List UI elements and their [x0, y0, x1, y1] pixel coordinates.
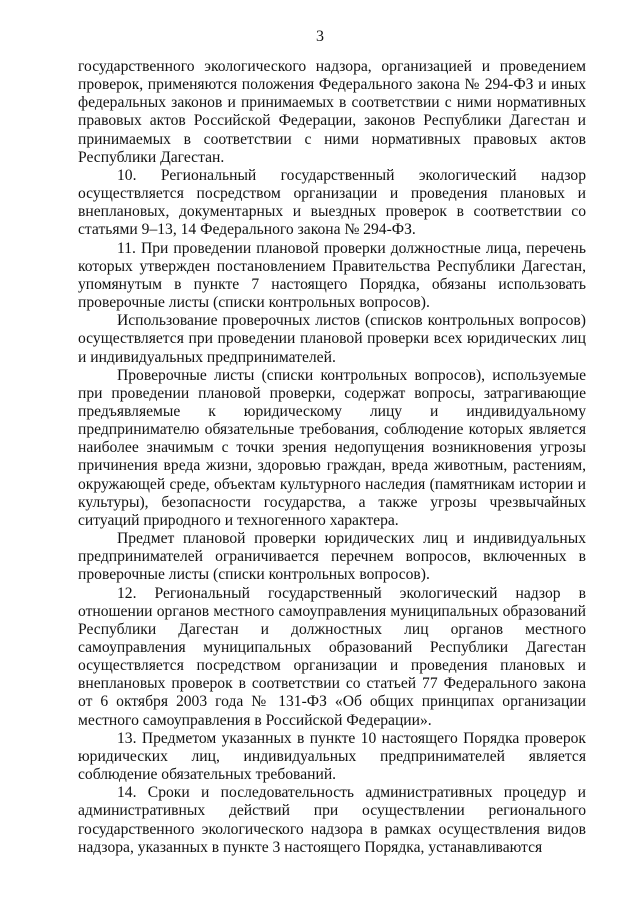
page-number: 3: [316, 28, 324, 45]
paragraph-13: 13. Предметом указанных в пункте 10 настоящего Порядка проверок юридических лиц, индивидуальных предпринимателей является соблюдение обязательных требований.: [78, 729, 586, 784]
paragraph-14: 14. Сроки и последовательность административных процедур и административных действий при осуществлении регионального государственного экологического надзора в рамках осуществления видов надзора, указанных в пункте 3 настоящего Порядка, устанавливаются: [78, 784, 586, 856]
document-body: [78, 58, 586, 857]
paragraph-checklist-contents: Проверочные листы (списки контрольных вопросов), используемые при проведении плановой проверки, содержат вопросы, затрагивающие предъявляемые к юридическому лицу и индивидуальному предпринимателю обязательные требования, соблюдение которых является наиболее значимым с точки зрения недопущения возникновения угрозы причинения вреда жизни, здоровью граждан, вреда животным, растениям, окружающей среде, объектам культурного наследия (памятникам истории и культуры), безопасности государства, а также угрозы чрезвычайных ситуаций природного и техногенного характера.: [78, 366, 586, 529]
paragraph-inspection-subject: Предмет плановой проверки юридических лиц и индивидуальных предпринимателей ограничивается перечнем вопросов, включенных в проверочные листы (списки контрольных вопросов).: [78, 530, 586, 584]
paragraph-12: 12. Региональный государственный экологический надзор в отношении органов местного самоуправления муниципальных образований Республики Дагестан и должностных лиц органов местного самоуправления муниципальных образований Республики Дагестан осуществляется посредством организации и проведения плановых и внеплановых проверок в соответствии со статьей 77 Федерального закона от 6 октября 2003 года № 131-ФЗ «Об общих принципах организации местного самоуправления в Российской Федерации».: [78, 584, 586, 729]
paragraph-11: 11. При проведении плановой проверки должностные лица, перечень которых утвержден постановлением Правительства Республики Дагестан, упомянутым в пункте 7 настоящего Порядка, обязаны использовать проверочные листы (списки контрольных вопросов).: [78, 239, 586, 312]
paragraph-continuation: государственного экологического надзора, организацией и проведением проверок, применяются положения Федерального закона № 294-ФЗ и иных федеральных законов и принимаемых в соответствии с ними нормативных правовых актов Российской Федерации, законов Республики Дагестан и принимаемых в соответствии с ними нормативных правовых актов Республики Дагестан.: [78, 58, 586, 166]
paragraph-checklist-usage: Использование проверочных листов (списков контрольных вопросов) осуществляется при проведении плановой проверки всех юридических лиц и индивидуальных предпринимателей.: [78, 312, 586, 366]
paragraph-10: 10. Региональный государственный экологический надзор осуществляется посредством организации и проведения плановых и внеплановых, документарных и выездных проверок в соответствии со статьями 9–13, 14 Федерального закона № 294-ФЗ.: [78, 166, 586, 239]
